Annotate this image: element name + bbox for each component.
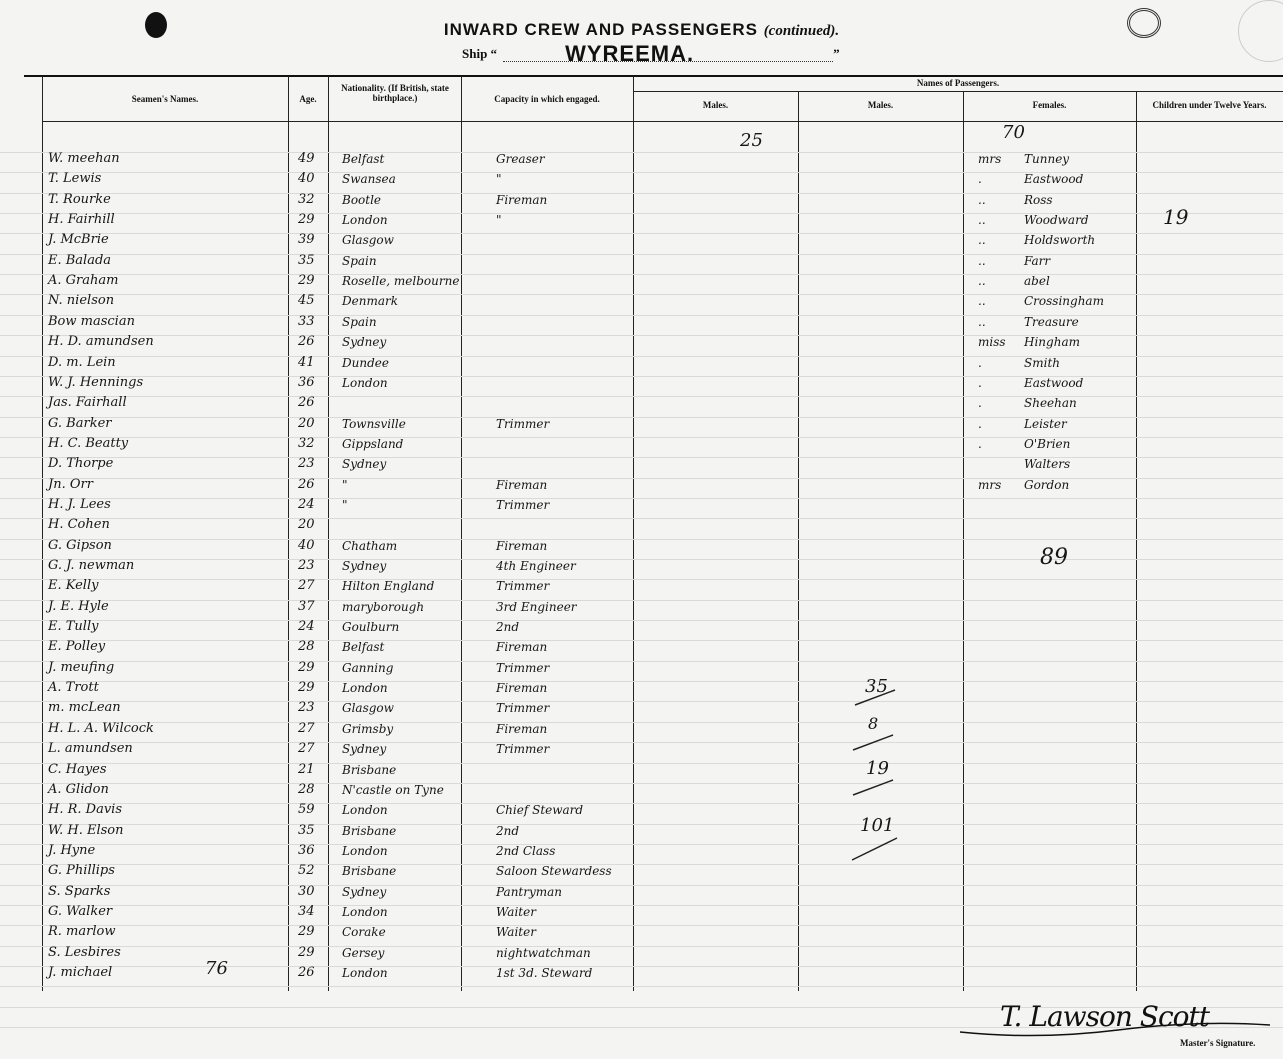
seaman-capacity: Chief Steward [496, 803, 584, 818]
seaman-age: 24 [298, 496, 315, 512]
females-tally: 70 [1002, 122, 1025, 143]
seaman-age: 20 [298, 517, 315, 533]
passenger-title: . [978, 375, 982, 390]
seaman-capacity: Fireman [496, 538, 548, 553]
seaman-age: 23 [298, 700, 315, 716]
passenger-title: .. [978, 294, 986, 309]
header-males-1: Males. [702, 100, 729, 110]
seaman-age: 23 [298, 456, 315, 472]
seaman-nationality: Swansea [342, 172, 396, 187]
seaman-nationality: London [342, 966, 388, 980]
seaman-nationality: Brisbane [342, 864, 397, 879]
seaman-name: D. Thorpe [48, 456, 114, 472]
seaman-age: 40 [298, 171, 315, 187]
seaman-nationality: Brisbane [342, 762, 397, 777]
seaman-name: H. C. Beatty [48, 435, 129, 451]
seaman-name: H. Fairhill [48, 212, 115, 228]
crew-count: 76 [205, 958, 228, 979]
seaman-age: 41 [298, 354, 315, 370]
female-passenger-name: O'Brien [1024, 436, 1071, 451]
seaman-name: A. Graham [48, 273, 119, 289]
female-passenger-name: Leister [1024, 416, 1067, 431]
female-passenger-name: Crossingham [1024, 294, 1104, 309]
seaman-name: C. Hayes [48, 761, 107, 777]
males2-total: 101 [860, 815, 895, 836]
female-passenger-name: Smith [1024, 355, 1060, 370]
males-tally: 25 [740, 130, 763, 151]
seaman-name: A. Trott [48, 680, 99, 696]
seaman-name: H. R. Davis [48, 802, 123, 818]
seaman-capacity: Greaser [496, 152, 545, 166]
seaman-capacity: Waiter [496, 925, 536, 940]
passenger-title: .. [978, 314, 986, 329]
female-passenger-name: Ross [1024, 192, 1053, 207]
seaman-name: H. Cohen [48, 517, 110, 533]
seaman-age: 33 [298, 313, 315, 329]
seaman-name: J. michael [48, 965, 113, 980]
seaman-age: 27 [298, 741, 315, 757]
seaman-age: 35 [298, 252, 315, 268]
seaman-name: J. E. Hyle [48, 598, 109, 614]
seaman-capacity: Fireman [496, 681, 548, 696]
seaman-capacity: 3rd Engineer [496, 599, 577, 614]
seaman-capacity: Trimmer [496, 416, 550, 431]
header-nationality: Nationality. (If British, state birthplace.) [341, 83, 449, 103]
seaman-capacity: Trimmer [496, 660, 550, 675]
seaman-age: 40 [298, 537, 315, 553]
seaman-age: 29 [298, 659, 315, 675]
seaman-nationality: maryborough [342, 599, 425, 614]
females-total: 89 [1040, 545, 1068, 570]
ship-name: WYREEMA. [565, 41, 695, 66]
female-passenger-name: Woodward [1024, 213, 1089, 228]
seaman-age: 32 [298, 191, 315, 207]
seaman-capacity: 2nd Class [496, 843, 556, 858]
seaman-name: E. Kelly [48, 578, 99, 594]
passenger-title: .. [978, 274, 986, 289]
seaman-name: J. Hyne [48, 842, 96, 858]
seaman-nationality: Sydney [342, 457, 387, 472]
seaman-nationality: London [342, 904, 388, 919]
seaman-name: H. D. amundsen [48, 334, 154, 350]
seaman-age: 52 [298, 863, 315, 879]
passenger-title: . [978, 355, 982, 370]
seaman-nationality: Townsville [342, 416, 406, 431]
seaman-name: Jn. Orr [48, 476, 93, 492]
seaman-nationality: " [342, 477, 348, 492]
seaman-name: m. mcLean [48, 700, 121, 716]
ship-line: Ship “ WYREEMA. ” [462, 41, 840, 66]
seaman-capacity: 2nd [496, 823, 520, 838]
seaman-nationality: " [342, 497, 348, 512]
seaman-nationality: Glasgow [342, 233, 394, 248]
header-seamens-names: Seamen's Names. [131, 94, 199, 104]
female-passenger-name: Eastwood [1024, 375, 1084, 390]
seaman-nationality: Grimsby [342, 721, 394, 736]
female-passenger-name: Holdsworth [1024, 233, 1096, 248]
female-passenger-name: abel [1024, 274, 1050, 289]
signature-caption: Master's Signature. [1180, 1038, 1256, 1048]
passenger-title: . [978, 436, 982, 451]
seaman-capacity: Fireman [496, 640, 548, 655]
seaman-capacity: Waiter [496, 904, 536, 919]
seaman-age: 32 [298, 435, 315, 451]
passenger-title: .. [978, 213, 986, 228]
seaman-age: 28 [298, 781, 315, 797]
seaman-name: H. L. A. Wilcock [48, 720, 154, 736]
seaman-capacity: Trimmer [496, 497, 550, 512]
seaman-name: S. Sparks [48, 883, 111, 899]
seaman-nationality: Chatham [342, 538, 398, 553]
seaman-age: 24 [298, 619, 315, 635]
seaman-name: G. Gipson [48, 537, 112, 553]
males2-tally-a: 35 [865, 676, 888, 697]
seaman-capacity: nightwatchman [496, 945, 591, 960]
female-passenger-name: Walters [1024, 457, 1071, 472]
seaman-age: 29 [298, 273, 315, 289]
seaman-age: 28 [298, 639, 315, 655]
master-signature: T. Lawson Scott [1000, 1000, 1209, 1033]
seaman-age: 26 [298, 965, 315, 980]
seaman-age: 39 [298, 232, 315, 248]
seaman-name: J. McBrie [48, 232, 109, 248]
seaman-age: 36 [298, 842, 315, 858]
seaman-name: G. Walker [48, 903, 113, 919]
seaman-nationality: Roselle, melbourne [342, 274, 460, 289]
seaman-nationality: Sydney [342, 335, 387, 350]
seaman-nationality: N'castle on Tyne [342, 782, 444, 797]
seaman-name: T. Lewis [48, 171, 102, 187]
seaman-capacity: Trimmer [496, 701, 550, 716]
seaman-name: N. nielson [48, 293, 115, 309]
seaman-nationality: Denmark [342, 294, 398, 309]
seaman-capacity: Trimmer [496, 742, 550, 757]
seaman-nationality: Goulburn [342, 620, 400, 635]
seaman-name: S. Lesbires [48, 944, 121, 960]
header-males-2: Males. [867, 100, 894, 110]
female-passenger-name: Farr [1024, 253, 1051, 268]
female-passenger-name: Treasure [1024, 314, 1079, 329]
seaman-capacity: Fireman [496, 721, 548, 736]
seaman-name: Jas. Fairhall [48, 395, 127, 411]
seaman-name: E. Tully [48, 619, 99, 635]
seaman-capacity: Saloon Stewardess [496, 864, 612, 879]
seaman-age: 27 [298, 578, 315, 594]
header-age: Age. [299, 94, 317, 104]
seaman-nationality: Sydney [342, 884, 387, 899]
seaman-age: 23 [298, 558, 315, 573]
seaman-age: 34 [298, 903, 315, 919]
seaman-name: R. marlow [48, 924, 116, 940]
passenger-title: mrs [978, 152, 1002, 166]
seaman-name: W. H. Elson [48, 822, 124, 838]
passenger-title: . [978, 172, 982, 187]
seaman-name: A. Glidon [48, 781, 109, 797]
seaman-age: 29 [298, 944, 315, 960]
header-passengers: Names of Passengers. [916, 78, 1000, 88]
female-passenger-name: Eastwood [1024, 172, 1084, 187]
page-title: INWARD CREW AND PASSENGERS (continued). [443, 20, 840, 39]
seaman-name: T. Rourke [48, 191, 111, 207]
seaman-nationality: Spain [342, 253, 377, 268]
seaman-age: 35 [298, 822, 315, 838]
seaman-capacity: " [496, 213, 502, 228]
seaman-nationality: Spain [342, 314, 377, 329]
seaman-age: 37 [298, 598, 315, 614]
seaman-capacity: Trimmer [496, 579, 550, 594]
passenger-title: miss [978, 335, 1006, 350]
seaman-nationality: London [342, 681, 388, 696]
seaman-age: 36 [298, 374, 315, 390]
seaman-age: 26 [298, 334, 315, 350]
seaman-capacity: " [496, 172, 502, 187]
female-passenger-name: Gordon [1024, 477, 1070, 492]
seaman-capacity: Pantryman [496, 884, 563, 899]
seaman-name: H. J. Lees [48, 496, 111, 512]
seaman-age: 29 [298, 680, 315, 696]
seaman-age: 59 [298, 802, 315, 818]
seaman-age: 49 [298, 151, 315, 166]
seaman-age: 45 [298, 293, 315, 309]
seaman-capacity: Fireman [496, 477, 548, 492]
seaman-name: D. m. Lein [48, 354, 116, 370]
seaman-name: Bow mascian [48, 313, 135, 329]
seaman-age: 27 [298, 720, 315, 736]
female-passenger-name: Tunney [1024, 152, 1070, 166]
seaman-nationality: Dundee [342, 355, 389, 370]
seaman-nationality: Glasgow [342, 701, 394, 716]
female-passenger-name: Sheehan [1024, 396, 1077, 411]
seaman-age: 26 [298, 395, 315, 411]
males2-tally-c: 19 [866, 758, 889, 779]
passenger-title: . [978, 396, 982, 411]
seaman-nationality: Gersey [342, 945, 385, 960]
seaman-age: 21 [298, 761, 315, 777]
passenger-title: .. [978, 192, 986, 207]
seaman-nationality: London [342, 843, 388, 858]
seaman-capacity: 2nd [496, 620, 520, 635]
seaman-name: E. Polley [48, 639, 106, 655]
males2-tally-b: 8 [868, 714, 879, 733]
seaman-age: 29 [298, 212, 315, 228]
seaman-nationality: London [342, 213, 388, 228]
seaman-age: 29 [298, 924, 315, 940]
seaman-age: 30 [298, 883, 315, 899]
seaman-nationality: Belfast [342, 640, 385, 655]
seaman-capacity: 1st 3d. Steward [496, 966, 593, 980]
passenger-title: .. [978, 253, 986, 268]
seaman-age: 26 [298, 476, 315, 492]
seaman-name: G. Phillips [48, 863, 115, 879]
seaman-name: W. meehan [48, 151, 120, 166]
seaman-nationality: Corake [342, 925, 386, 940]
seaman-nationality: Ganning [342, 660, 394, 675]
seaman-name: E. Balada [48, 252, 112, 268]
seaman-nationality: Sydney [342, 742, 387, 757]
seaman-nationality: Bootle [342, 192, 382, 207]
header-females: Females. [1032, 100, 1067, 110]
seaman-nationality: Belfast [342, 152, 385, 166]
seaman-age: 20 [298, 415, 315, 431]
children-tally: 19 [1163, 205, 1189, 229]
seaman-nationality: Sydney [342, 559, 387, 573]
header-capacity: Capacity in which engaged. [494, 94, 600, 104]
seaman-nationality: London [342, 375, 388, 390]
seaman-nationality: Hilton England [342, 579, 435, 594]
seaman-nationality: Gippsland [342, 436, 404, 451]
header-children: Children under Twelve Years. [1152, 100, 1267, 110]
female-passenger-name: Hingham [1024, 335, 1080, 350]
seaman-capacity: Fireman [496, 192, 548, 207]
seaman-name: L. amundsen [48, 741, 133, 757]
passenger-title: .. [978, 233, 986, 248]
seaman-capacity: 4th Engineer [496, 559, 576, 573]
seaman-name: G. Barker [48, 415, 112, 431]
seaman-nationality: Brisbane [342, 823, 397, 838]
seaman-name: W. J. Hennings [48, 374, 144, 390]
seaman-nationality: London [342, 803, 388, 818]
passenger-title: . [978, 416, 982, 431]
seaman-name: J. meufing [48, 659, 115, 675]
seaman-name: G. J. newman [48, 558, 135, 573]
passenger-title: mrs [978, 477, 1002, 492]
